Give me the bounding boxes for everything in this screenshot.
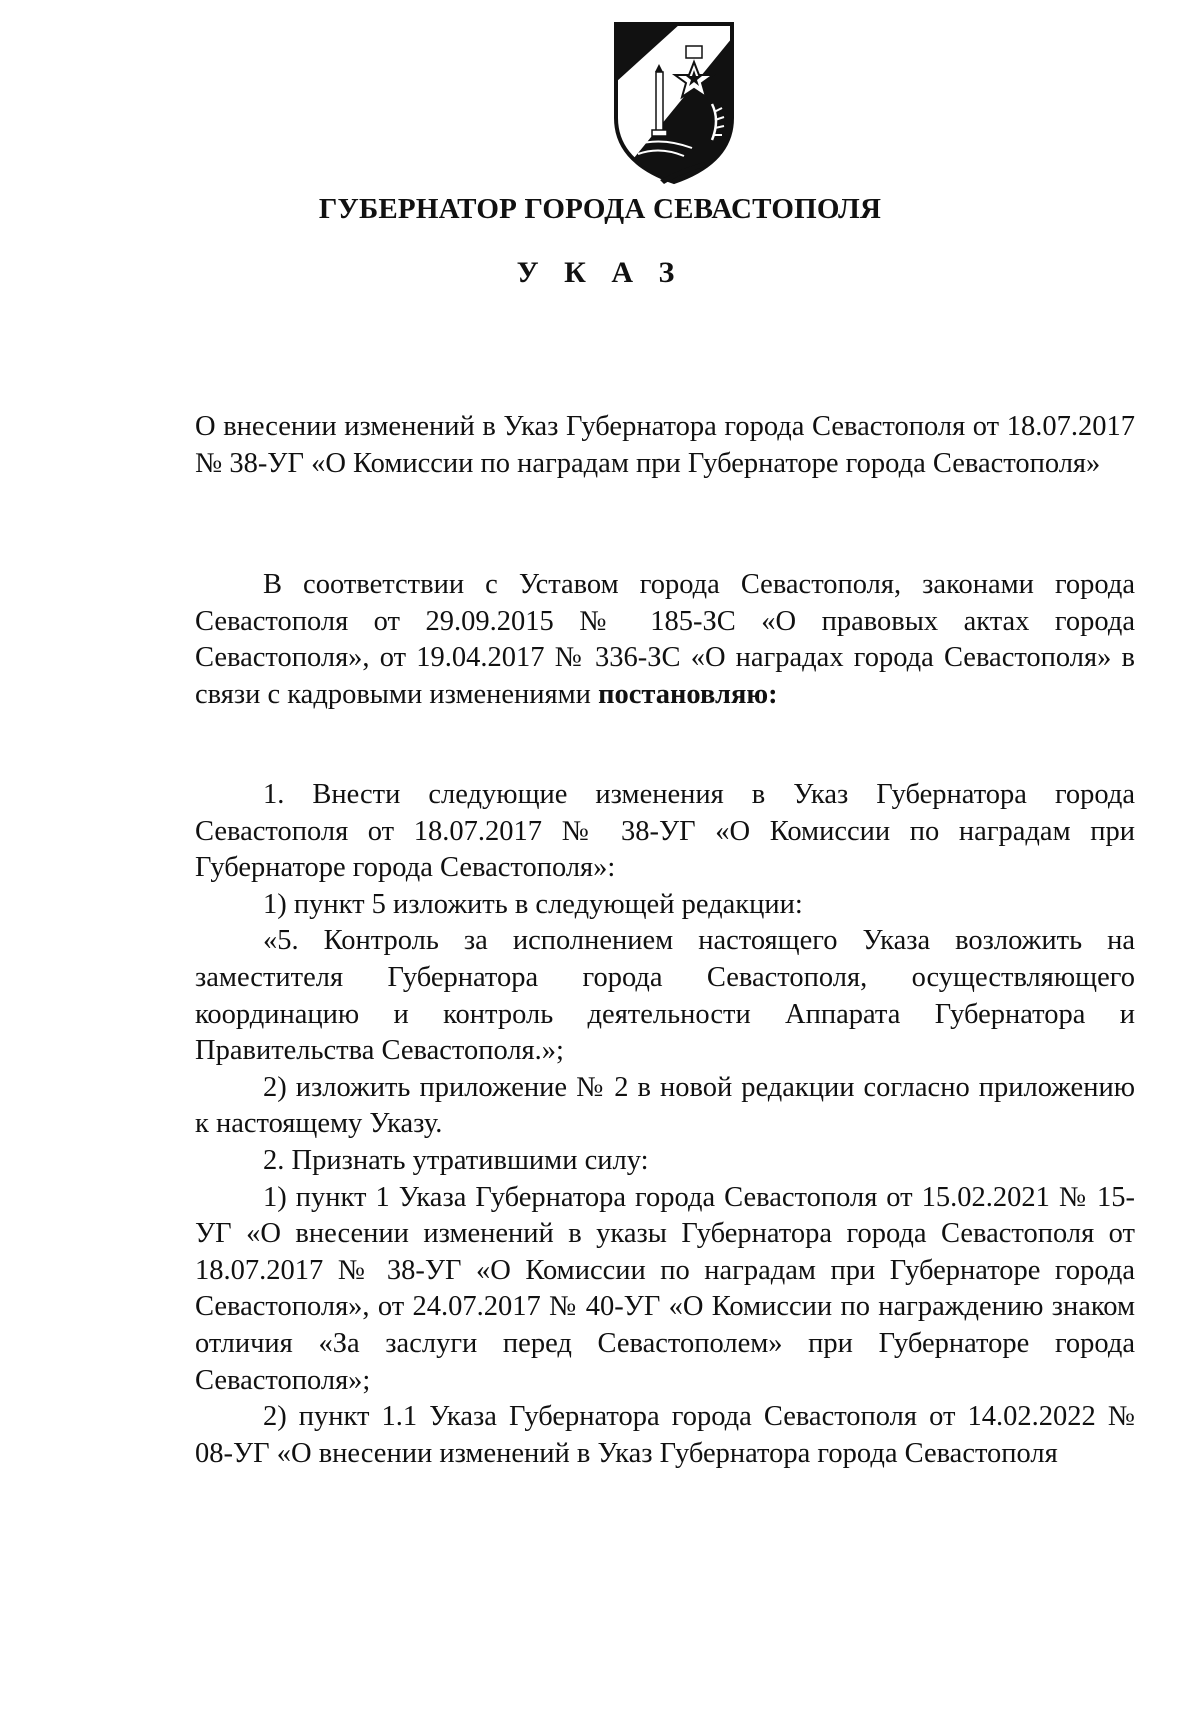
issuer-title: ГУБЕРНАТОР ГОРОДА СЕВАСТОПОЛЯ (318, 193, 882, 225)
clause-2: 2. Признать утратившими силу: (263, 1144, 649, 1176)
clause-1-1-quote: «5. Контроль за исполнением настоящего Указа возложить на заместителя Губернатора города Севастополя, осуществляющего координацию и контроль деятельности Аппарата Губернатора и Правительства Севастополя.»; (195, 925, 1135, 1067)
preamble-text: В соответствии с Уставом города Севастополя, законами города Севастополя от 29.09.2015 № 185-ЗС «О правовых актах города Севастополя», от 19.04.2017 № 336-ЗС «О наградах города Севастополя» в связи с кадровыми изменениями (195, 569, 1135, 710)
clause-1-2: 2) изложить приложение № 2 в новой редакции согласно приложению к настоящему Указу. (195, 1071, 1135, 1140)
clause-1-1: 1) пункт 5 изложить в следующей редакции: (263, 888, 803, 920)
clause-2-2: 2) пункт 1.1 Указа Губернатора города Севастополя от 14.02.2022 № 08-УГ «О внесении изменений в Указ Губернатора города Севастополя (195, 1401, 1135, 1469)
decree-word: постановляю: (598, 678, 778, 710)
document-type: У К А З (516, 256, 684, 289)
clause-1: 1. Внести следующие изменения в Указ Губернатора города Севастополя от 18.07.2017 № 38-УГ «О Комиссии по наградам при Губернаторе города Севастополя»: (195, 779, 1135, 884)
clause-2-1: 1) пункт 1 Указа Губернатора города Севастополя от 15.02.2021 № 15-УГ «О внесении изменений в указы Губернатора города Севастополя от 18.07.2017 № 38-УГ «О Комиссии по наградам при Губернаторе города Севастополя», от 24.07.2017 № 40-УГ «О Комиссии по награждению знаком отличия «За заслуги перед Севастополем» при Губернаторе города Севастополя»; (195, 1181, 1135, 1396)
sevastopol-coat-of-arms-icon (608, 20, 740, 185)
document-subject: О внесении изменений в Указ Губернатора города Севастополя от 18.07.2017 № 38-УГ «О Комиссии по наградам при Губернаторе города Севастополя» (195, 411, 1135, 479)
preamble (195, 567, 1135, 713)
decree-body (195, 777, 1135, 1472)
